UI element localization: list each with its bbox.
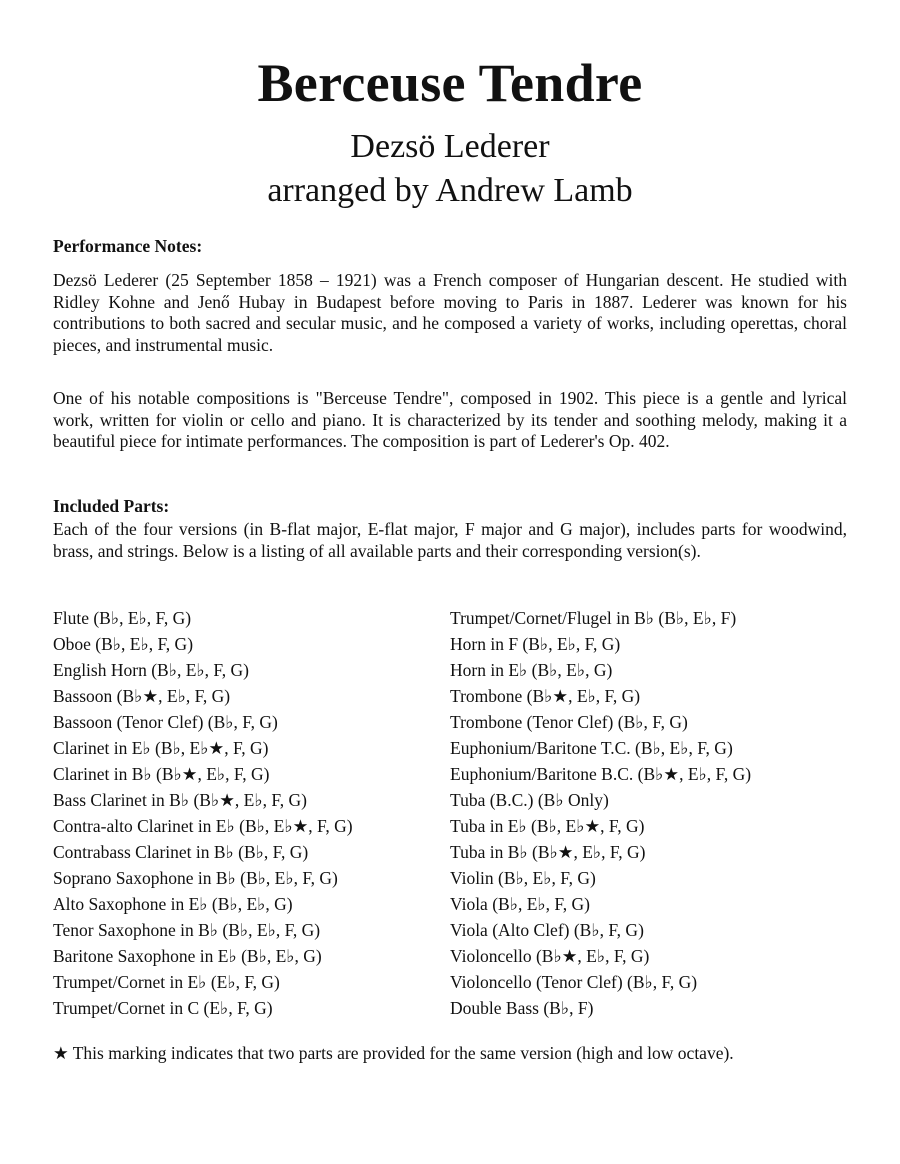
part-item: Euphonium/Baritone B.C. (B♭★, E♭, F, G) xyxy=(450,764,752,784)
part-item: Tuba in B♭ (B♭★, E♭, F, G) xyxy=(450,842,646,862)
part-item: Horn in E♭ (B♭, E♭, G) xyxy=(450,660,613,680)
part-item: Double Bass (B♭, F) xyxy=(450,998,594,1018)
part-item: Contra-alto Clarinet in E♭ (B♭, E♭★, F, G) xyxy=(53,816,353,836)
part-item: Tuba (B.C.) (B♭ Only) xyxy=(450,790,609,810)
part-item: Violin (B♭, E♭, F, G) xyxy=(450,868,596,888)
part-item: Viola (Alto Clef) (B♭, F, G) xyxy=(450,920,644,940)
part-item: Tuba in E♭ (B♭, E♭★, F, G) xyxy=(450,816,645,836)
included-parts-intro: Each of the four versions (in B-flat major, E-flat major, F major and G major), includes parts for woodwind, brass, and strings. Below is a listing of all available parts and their corresponding version(s). xyxy=(53,519,847,561)
footnote: ★ This marking indicates that two parts are provided for the same version (high and low octave). xyxy=(53,1043,734,1063)
part-item: Alto Saxophone in E♭ (B♭, E♭, G) xyxy=(53,894,293,914)
part-item: Trumpet/Cornet in C (E♭, F, G) xyxy=(53,998,273,1018)
page-title: Berceuse Tendre xyxy=(257,53,643,113)
part-item: Contrabass Clarinet in B♭ (B♭, F, G) xyxy=(53,842,309,862)
part-item: Soprano Saxophone in B♭ (B♭, E♭, F, G) xyxy=(53,868,338,888)
performance-notes-paragraph-2: One of his notable compositions is "Berceuse Tendre", composed in 1902. This piece is a gentle and lyrical work, written for violin or cello and piano. It is characterized by its tender and soothing melody, making it a beautiful piece for intimate performances. The composition is part of Lederer's Op. 402. xyxy=(53,388,847,451)
part-item: Bass Clarinet in B♭ (B♭★, E♭, F, G) xyxy=(53,790,307,810)
part-item: Horn in F (B♭, E♭, F, G) xyxy=(450,634,621,654)
part-item: Baritone Saxophone in E♭ (B♭, E♭, G) xyxy=(53,946,322,966)
part-item: Trumpet/Cornet/Flugel in B♭ (B♭, E♭, F) xyxy=(450,608,737,628)
part-item: Trombone (Tenor Clef) (B♭, F, G) xyxy=(450,712,688,732)
part-item: Trumpet/Cornet in E♭ (E♭, F, G) xyxy=(53,972,280,992)
parts-list-right xyxy=(450,605,751,1021)
performance-notes-heading: Performance Notes: xyxy=(53,236,203,256)
parts-list-left xyxy=(53,605,353,1021)
part-item: Bassoon (Tenor Clef) (B♭, F, G) xyxy=(53,712,278,732)
composer-name: Dezsö Lederer xyxy=(350,128,550,165)
part-item: Tenor Saxophone in B♭ (B♭, E♭, F, G) xyxy=(53,920,321,940)
part-item: English Horn (B♭, E♭, F, G) xyxy=(53,660,249,680)
part-item: Violoncello (B♭★, E♭, F, G) xyxy=(450,946,650,966)
part-item: Oboe (B♭, E♭, F, G) xyxy=(53,634,194,654)
part-item: Clarinet in B♭ (B♭★, E♭, F, G) xyxy=(53,764,270,784)
part-item: Violoncello (Tenor Clef) (B♭, F, G) xyxy=(450,972,698,992)
part-item: Viola (B♭, E♭, F, G) xyxy=(450,894,590,914)
performance-notes-paragraph-1: Dezsö Lederer (25 September 1858 – 1921) was a French composer of Hungarian descent. He studied with Ridley Kohne and Jenő Hubay in Budapest before moving to Paris in 1887. Lederer was known for his contributions to both sacred and secular music, and he composed a variety of works, including operettas, choral pieces, and instrumental music. xyxy=(53,270,847,355)
part-item: Flute (B♭, E♭, F, G) xyxy=(53,608,192,628)
included-parts-heading: Included Parts: xyxy=(53,496,170,516)
part-item: Trombone (B♭★, E♭, F, G) xyxy=(450,686,641,706)
part-item: Bassoon (B♭★, E♭, F, G) xyxy=(53,686,231,706)
part-item: Clarinet in E♭ (B♭, E♭★, F, G) xyxy=(53,738,269,758)
part-item: Euphonium/Baritone T.C. (B♭, E♭, F, G) xyxy=(450,738,733,758)
arranger-credit: arranged by Andrew Lamb xyxy=(267,172,633,209)
